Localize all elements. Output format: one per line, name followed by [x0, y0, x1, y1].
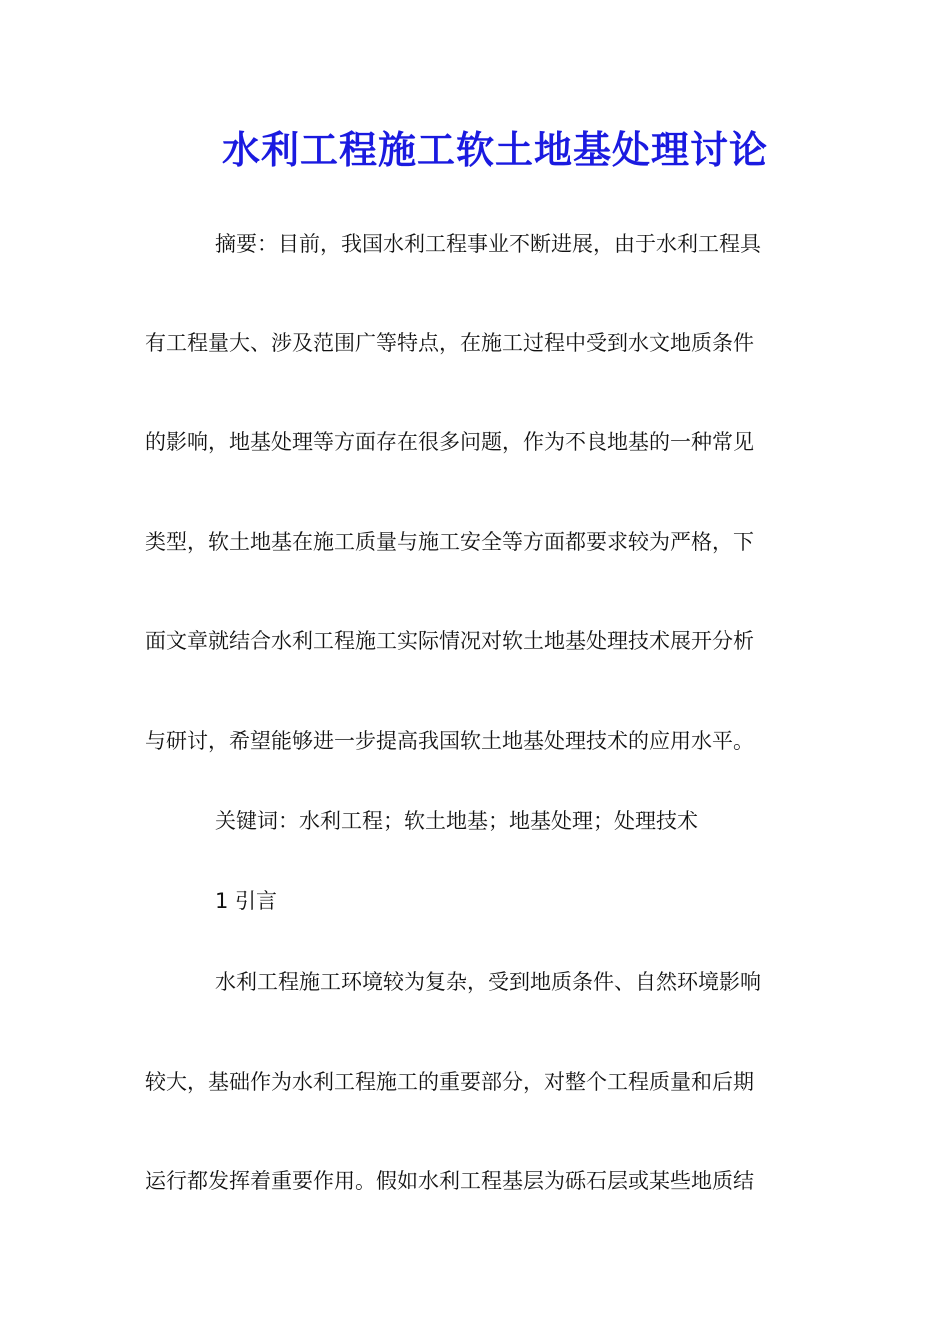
- abstract-line-1: 摘要：目前，我国水利工程事业不断进展，由于水利工程具: [215, 232, 761, 256]
- abstract-line-4: 类型，软土地基在施工质量与施工安全等方面都要求较为严格，下: [145, 530, 754, 554]
- body-line-3: 运行都发挥着重要作用。假如水利工程基层为砾石层或某些地质结: [145, 1169, 754, 1193]
- body-line-1: 水利工程施工环境较为复杂，受到地质条件、自然环境影响: [215, 970, 761, 994]
- section-heading-introduction: 1 引言: [215, 889, 278, 913]
- abstract-line-5: 面文章就结合水利工程施工实际情况对软土地基处理技术展开分析: [145, 629, 754, 653]
- keywords-line: 关键词：水利工程；软土地基；地基处理；处理技术: [215, 809, 698, 833]
- document-title: 水利工程施工软土地基处理讨论: [221, 127, 768, 172]
- abstract-line-6: 与研讨，希望能够进一步提高我国软土地基处理技术的应用水平。: [145, 729, 754, 753]
- abstract-line-2: 有工程量大、涉及范围广等特点，在施工过程中受到水文地质条件: [145, 331, 754, 355]
- body-line-2: 较大，基础作为水利工程施工的重要部分，对整个工程质量和后期: [145, 1070, 754, 1094]
- abstract-line-3: 的影响，地基处理等方面存在很多问题，作为不良地基的一种常见: [145, 430, 754, 454]
